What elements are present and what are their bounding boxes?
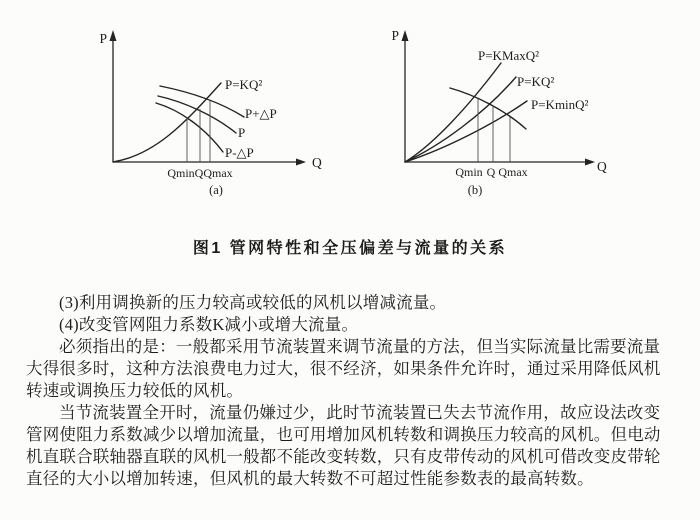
panel-b-tick-q: Q (486, 165, 496, 179)
body-line: 转速或调换压力较低的风机。 (26, 381, 244, 400)
panel-a-y-axis-arrow-icon (110, 30, 117, 41)
panel-a-x-axis-label: Q (312, 155, 322, 170)
panel-a-tick-qmin: Qmin (167, 166, 195, 180)
body-line: 机直联合联轴器直联的风机一般都不能改变转数，只有皮带传动的风机可借改变皮带轮 (26, 447, 661, 466)
panel-a-system-curve-label: P=KQ² (225, 77, 263, 92)
body-line: (3)利用调换新的压力较高或较低的风机以增减流量。 (59, 293, 447, 312)
panel-a-fan-curve-base (158, 96, 236, 133)
panel-b-curve-kmin-label: P=KminQ² (531, 97, 589, 112)
figure-caption: 图1 管网特性和全压偏差与流量的关系 (192, 240, 508, 257)
body-line: 直径的大小以增加转速，但风机的最大转数不可超过性能参数表的最高转数。 (26, 469, 594, 488)
panel-a-fan-curve-minus-label: P-△P (225, 145, 254, 160)
body-line: (4)改变管网阻力系数K减小或增大流量。 (59, 315, 359, 334)
panel-b-curve-kmax-label: P=KMaxQ² (478, 48, 540, 63)
panel-b-tag: (b) (467, 183, 483, 197)
panel-b-y-axis-arrow-icon (402, 30, 409, 41)
body-line: 必须指出的是：一般都采用节流装置来调节流量的方法，但当实际流量比需要流量 (59, 337, 661, 356)
panel-a-fan-curve-base-label: P (238, 125, 246, 140)
body-text (26, 292, 688, 490)
panel-a-x-axis-arrow-icon (296, 159, 306, 166)
panel-b-x-axis-label: Q (597, 159, 607, 174)
body-line: 当节流装置全开时，流量仍嫌过少，此时节流装置已失去节流作用，故应设法改变 (59, 403, 661, 422)
panel-a-system-curve (113, 83, 221, 162)
body-line: 大得很多时，这种方法浪费电力过大，很不经济，如果条件允许时，通过采用降低风机 (26, 359, 661, 378)
panel-b-tick-qmin: Qmin (455, 165, 483, 179)
panel-b (391, 28, 607, 197)
panel-b-system-curve-k (405, 77, 516, 162)
panel-a-tick-q: Q (194, 166, 204, 180)
panel-b-curve-k-label: P=KQ² (517, 74, 555, 89)
panel-a-tick-qmax: Qmax (203, 166, 233, 180)
body-line: 管网使阻力系数减少以增加流量，也可用增加风机转数和调换压力较高的风机。但电动 (26, 425, 661, 444)
panel-a (99, 30, 322, 197)
panel-b-y-axis-label: P (391, 28, 399, 43)
panel-b-tick-qmax: Qmax (498, 165, 528, 179)
panel-b-system-curve-kmax (405, 63, 501, 162)
panel-b-x-axis-arrow-icon (585, 159, 595, 166)
panel-a-fan-curve-plus-label: P+△P (245, 106, 277, 121)
figure-1-diagram (0, 0, 700, 215)
panel-a-y-axis-label: P (99, 31, 107, 46)
panel-a-tag: (a) (209, 183, 223, 197)
panel-a-fan-curve-minus (156, 103, 223, 152)
